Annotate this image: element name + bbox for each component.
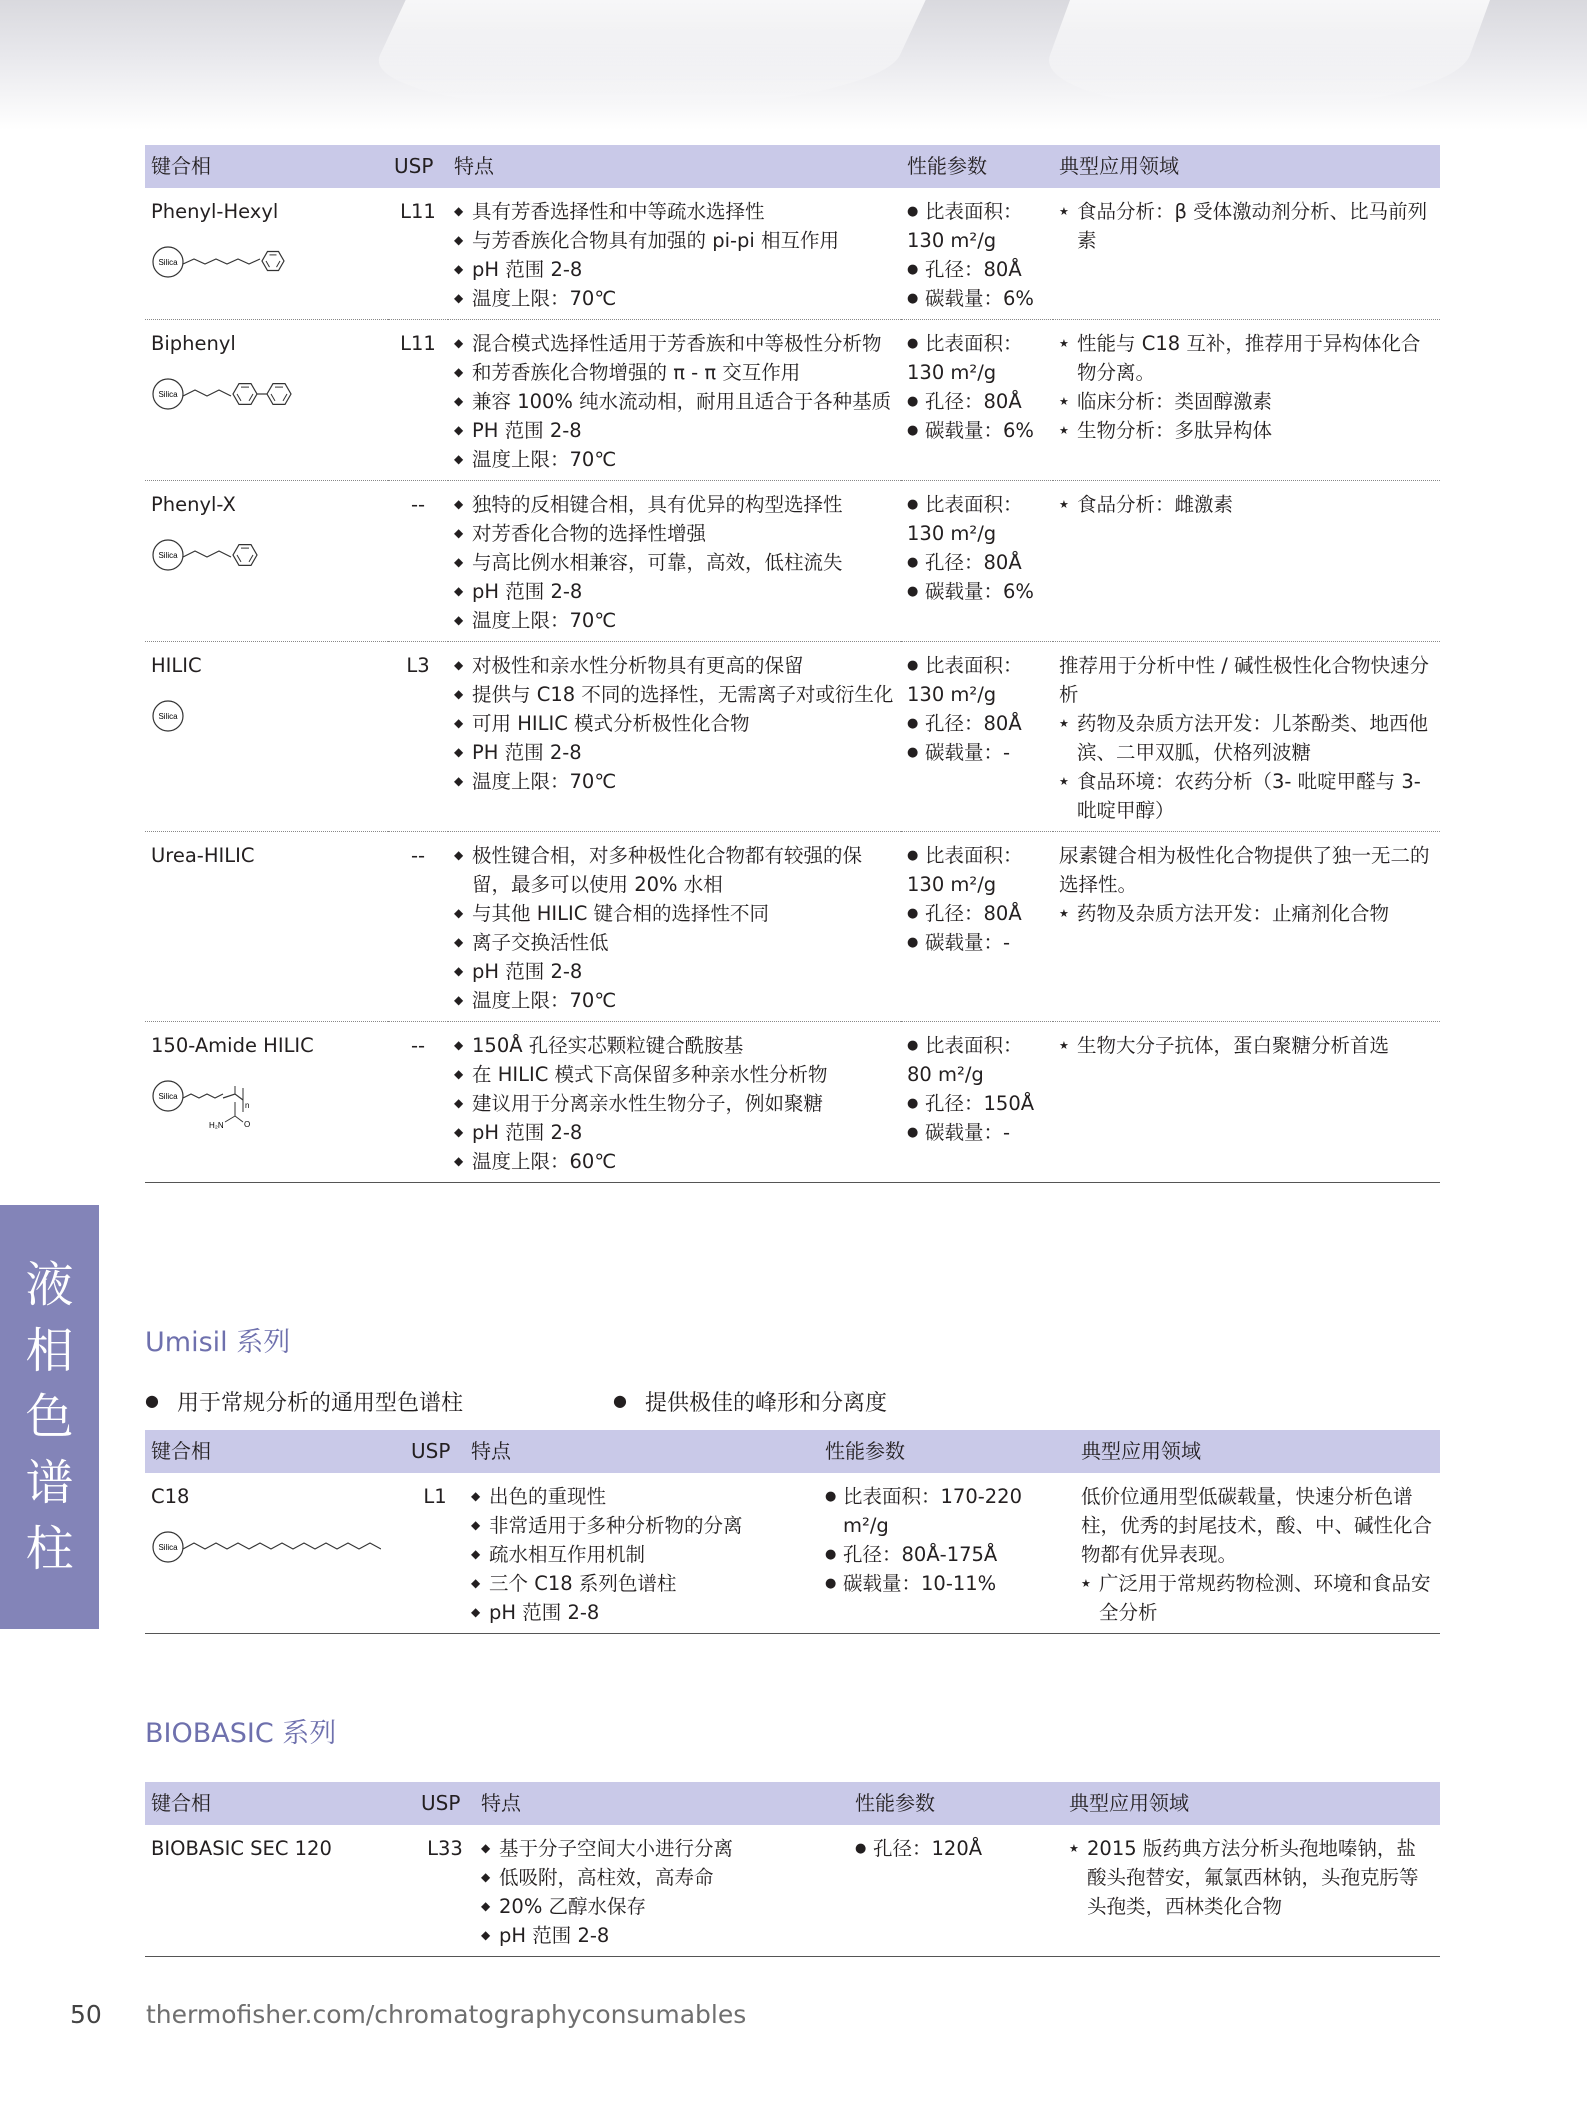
- header-sheen: [1030, 0, 1490, 110]
- phase-cell: [145, 188, 388, 320]
- list-item: ★ 药物及杂质方法开发：止痛剂化合物: [1059, 899, 1434, 928]
- svg-text:Silica: Silica: [158, 390, 178, 399]
- usp-code: L3: [388, 642, 448, 832]
- list-item: ● 碳载量：-: [907, 1118, 1047, 1147]
- list-item: ● 比表面积：: [907, 490, 1047, 519]
- list-item: ★ 性能与 C18 互补，推荐用于异构体化合物分离。: [1059, 329, 1434, 387]
- highlight-item: ● 用于常规分析的通用型色谱柱: [145, 1386, 613, 1417]
- phase-name: C18: [151, 1485, 190, 1508]
- side-tab-char: 色: [25, 1389, 74, 1445]
- phase-cell: [145, 1825, 415, 1957]
- apps-cell: [1053, 642, 1440, 832]
- apps-cell: [1063, 1825, 1440, 1957]
- table-row: [145, 1473, 1440, 1634]
- list-item: ★ 生物大分子抗体，蛋白聚糖分析首选: [1059, 1031, 1434, 1060]
- features-cell: [448, 642, 901, 832]
- list-item: 130 m²/g: [907, 522, 997, 545]
- list-item: ◆ pH 范围 2-8: [454, 255, 895, 284]
- molecule-structure-icon: [151, 1074, 351, 1134]
- list-item: 130 m²/g: [907, 683, 997, 706]
- list-item: ◆ 20% 乙醇水保存: [481, 1892, 843, 1921]
- table-row: [145, 1022, 1440, 1183]
- header-apps: 典型应用领域: [1075, 1430, 1440, 1473]
- features-cell: [475, 1825, 849, 1957]
- table-row: [145, 188, 1440, 320]
- app-intro: 推荐用于分析中性 / 碱性极性化合物快速分析: [1059, 654, 1429, 706]
- header-features: 特点: [475, 1782, 849, 1825]
- list-item: ◆ 独特的反相键合相，具有优异的构型选择性: [454, 490, 895, 519]
- list-item: ◆ 极性键合相，对多种极性化合物都有较强的保留，最多可以使用 20% 水相: [454, 841, 895, 899]
- list-item: ★ 药物及杂质方法开发：儿茶酚类、地西他滨、二甲双胍，伏格列波糖: [1059, 709, 1434, 767]
- phase-cell: [145, 481, 388, 642]
- svg-text:H₂N: H₂N: [209, 1121, 224, 1130]
- params-cell: [849, 1825, 1063, 1957]
- phase-name: Urea-HILIC: [151, 844, 255, 867]
- list-item: ◆ 离子交换活性低: [454, 928, 895, 957]
- umisil-table: [145, 1430, 1440, 1634]
- params-cell: [901, 1022, 1053, 1183]
- list-item: ● 碳载量：6%: [907, 577, 1047, 606]
- list-item: 130 m²/g: [907, 229, 997, 252]
- svg-text:O: O: [244, 1120, 251, 1129]
- header-sheen: [354, 0, 925, 110]
- list-item: ◆ 具有芳香选择性和中等疏水选择性: [454, 197, 895, 226]
- highlight-item: ● 提供极佳的峰形和分离度: [613, 1386, 887, 1417]
- bonded-phase-table: [145, 145, 1440, 1183]
- list-item: ● 比表面积：: [907, 841, 1047, 870]
- features-cell: [448, 188, 901, 320]
- list-item: ◆ 出色的重现性: [471, 1482, 813, 1511]
- list-item: ◆ 对芳香化合物的选择性增强: [454, 519, 895, 548]
- list-item: ◆ 兼容 100% 纯水流动相，耐用且适合于各种基质: [454, 387, 895, 416]
- list-item: ● 碳载量：-: [907, 928, 1047, 957]
- list-item: ● 比表面积：: [907, 197, 1047, 226]
- list-item: ◆ 温度上限：70℃: [454, 767, 895, 796]
- list-item: ● 比表面积：: [907, 651, 1047, 680]
- header-features: 特点: [465, 1430, 819, 1473]
- molecule-structure-icon: [151, 1525, 381, 1569]
- side-tab-char: 柱: [25, 1521, 74, 1577]
- list-item: ◆ 建议用于分离亲水性生物分子，例如聚糖: [454, 1089, 895, 1118]
- features-cell: [448, 481, 901, 642]
- list-item: ◆ 与芳香族化合物具有加强的 pi-pi 相互作用: [454, 226, 895, 255]
- list-item: ★ 食品分析：β 受体激动剂分析、比马前列素: [1059, 197, 1434, 255]
- phase-name: Phenyl-X: [151, 493, 236, 516]
- list-item: ● 孔径：80Å: [907, 899, 1047, 928]
- apps-cell: [1053, 320, 1440, 481]
- table-header-row: [145, 1782, 1440, 1825]
- header-phase: 键合相: [145, 1430, 405, 1473]
- svg-text:Silica: Silica: [158, 1543, 178, 1552]
- list-item: ● 碳载量：-: [907, 738, 1047, 767]
- params-cell: [901, 642, 1053, 832]
- list-item: ● 碳载量：6%: [907, 284, 1047, 313]
- svg-text:Silica: Silica: [158, 712, 178, 721]
- list-item: ● 孔径：150Å: [907, 1089, 1047, 1118]
- svg-text:n: n: [245, 1101, 250, 1110]
- list-item: 130 m²/g: [907, 873, 997, 896]
- phase-cell: [145, 320, 388, 481]
- header-usp: USP: [415, 1782, 475, 1825]
- list-item: ● 孔径：80Å: [907, 387, 1047, 416]
- list-item: ◆ pH 范围 2-8: [454, 1118, 895, 1147]
- apps-cell: [1053, 188, 1440, 320]
- phase-name: Biphenyl: [151, 332, 236, 355]
- list-item: ● 孔径：80Å: [907, 709, 1047, 738]
- header-phase: 键合相: [145, 145, 388, 188]
- params-cell: [901, 832, 1053, 1022]
- header-usp: USP: [405, 1430, 465, 1473]
- molecule-structure-icon: [151, 533, 351, 577]
- list-item: ◆ PH 范围 2-8: [454, 738, 895, 767]
- list-item: 130 m²/g: [907, 361, 997, 384]
- phase-cell: [145, 1473, 405, 1634]
- list-item: ★ 食品环境：农药分析（3- 吡啶甲醛与 3- 吡啶甲醇）: [1059, 767, 1434, 825]
- list-item: ◆ pH 范围 2-8: [454, 957, 895, 986]
- list-item: ◆ 温度上限：70℃: [454, 606, 895, 635]
- list-item: ◆ 疏水相互作用机制: [471, 1540, 813, 1569]
- apps-cell: [1053, 832, 1440, 1022]
- list-item: ◆ 与高比例水相兼容，可靠，高效，低柱流失: [454, 548, 895, 577]
- table-header-row: [145, 1430, 1440, 1473]
- table-row: [145, 642, 1440, 832]
- list-item: ◆ 非常适用于多种分析物的分离: [471, 1511, 813, 1540]
- molecule-structure-icon: [151, 372, 351, 416]
- app-intro: 低价位通用型低碳载量，快速分析色谱柱，优秀的封尾技术，酸、中、碱性化合物都有优异表现。: [1081, 1485, 1433, 1566]
- list-item: ◆ PH 范围 2-8: [454, 416, 895, 445]
- svg-text:Silica: Silica: [158, 258, 178, 267]
- features-cell: [465, 1473, 819, 1634]
- list-item: ★ 生物分析：多肽异构体: [1059, 416, 1434, 445]
- list-item: ◆ 温度上限：60℃: [454, 1147, 895, 1176]
- list-item: ● 比表面积：: [907, 1031, 1047, 1060]
- list-item: ◆ 三个 C18 系列色谱柱: [471, 1569, 813, 1598]
- list-item: ● 比表面积：: [907, 329, 1047, 358]
- list-item: ◆ pH 范围 2-8: [471, 1598, 813, 1627]
- usp-code: L11: [388, 320, 448, 481]
- list-item: ★ 广泛用于常规药物检测、环境和食品安全分析: [1081, 1569, 1434, 1627]
- list-item: ◆ pH 范围 2-8: [481, 1921, 843, 1950]
- biobasic-table: [145, 1782, 1440, 1957]
- list-item: ● 碳载量：10-11%: [825, 1569, 1069, 1598]
- list-item: ◆ 和芳香族化合物增强的 π - π 交互作用: [454, 358, 895, 387]
- table-row: [145, 481, 1440, 642]
- list-item: ◆ 可用 HILIC 模式分析极性化合物: [454, 709, 895, 738]
- header-apps: 典型应用领域: [1053, 145, 1440, 188]
- table-row: [145, 832, 1440, 1022]
- phase-name: HILIC: [151, 654, 202, 677]
- list-item: ● 孔径：120Å: [855, 1834, 1057, 1863]
- list-item: ● 孔径：80Å: [907, 548, 1047, 577]
- usp-code: --: [388, 481, 448, 642]
- list-item: ◆ 基于分子空间大小进行分离: [481, 1834, 843, 1863]
- side-tab-char: 液: [25, 1257, 74, 1313]
- params-cell: [819, 1473, 1075, 1634]
- chapter-side-tab: [0, 1205, 99, 1629]
- molecule-structure-icon: [151, 694, 351, 738]
- usp-code: L11: [388, 188, 448, 320]
- list-item: ◆ 与其他 HILIC 键合相的选择性不同: [454, 899, 895, 928]
- header-phase: 键合相: [145, 1782, 415, 1825]
- features-cell: [448, 1022, 901, 1183]
- side-tab-char: 谱: [25, 1455, 74, 1511]
- list-item: ● 碳载量：6%: [907, 416, 1047, 445]
- app-intro: 尿素键合相为极性化合物提供了独一无二的选择性。: [1059, 844, 1430, 896]
- svg-text:Silica: Silica: [158, 1092, 178, 1101]
- umisil-section-title: Umisil 系列: [145, 1327, 291, 1358]
- umisil-highlights: [145, 1386, 887, 1417]
- apps-cell: [1053, 481, 1440, 642]
- table-row: [145, 320, 1440, 481]
- list-item: ★ 2015 版药典方法分析头孢地嗪钠，盐酸头孢替安，氟氯西林钠，头孢克肟等头孢类，西林类化合物: [1069, 1834, 1434, 1921]
- usp-code: L1: [405, 1473, 465, 1634]
- list-item: ◆ 温度上限：70℃: [454, 284, 895, 313]
- list-item: ◆ 低吸附，高柱效，高寿命: [481, 1863, 843, 1892]
- list-item: ● 比表面积：170-220 m²/g: [825, 1482, 1069, 1540]
- header-decoration: [0, 0, 1587, 130]
- phase-cell: [145, 1022, 388, 1183]
- phase-name: 150-Amide HILIC: [151, 1034, 314, 1057]
- list-item: ★ 食品分析：雌激素: [1059, 490, 1434, 519]
- apps-cell: [1075, 1473, 1440, 1634]
- table-row: [145, 1825, 1440, 1957]
- list-item: ● 孔径：80Å: [907, 255, 1047, 284]
- phase-cell: [145, 642, 388, 832]
- page-number: 50: [70, 2000, 102, 2029]
- features-cell: [448, 320, 901, 481]
- footer-url: thermofisher.com/chromatographyconsumables: [146, 2000, 747, 2029]
- header-params: 性能参数: [849, 1782, 1063, 1825]
- phase-cell: [145, 832, 388, 1022]
- header-usp: USP: [388, 145, 448, 188]
- list-item: ◆ 提供与 C18 不同的选择性，无需离子对或衍生化: [454, 680, 895, 709]
- usp-code: --: [388, 1022, 448, 1183]
- header-params: 性能参数: [901, 145, 1053, 188]
- list-item: ◆ 温度上限：70℃: [454, 986, 895, 1015]
- params-cell: [901, 188, 1053, 320]
- phase-name: Phenyl-Hexyl: [151, 200, 279, 223]
- molecule-structure-icon: [151, 240, 351, 284]
- phase-name: BIOBASIC SEC 120: [151, 1837, 332, 1860]
- list-item: ◆ pH 范围 2-8: [454, 577, 895, 606]
- table-header-row: [145, 145, 1440, 188]
- params-cell: [901, 481, 1053, 642]
- list-item: ◆ 混合模式选择性适用于芳香族和中等极性分析物: [454, 329, 895, 358]
- list-item: 80 m²/g: [907, 1063, 984, 1086]
- list-item: ● 孔径：80Å-175Å: [825, 1540, 1069, 1569]
- usp-code: L33: [415, 1825, 475, 1957]
- header-apps: 典型应用领域: [1063, 1782, 1440, 1825]
- list-item: ◆ 对极性和亲水性分析物具有更高的保留: [454, 651, 895, 680]
- list-item: ★ 临床分析：类固醇激素: [1059, 387, 1434, 416]
- biobasic-section-title: BIOBASIC 系列: [145, 1718, 337, 1749]
- features-cell: [448, 832, 901, 1022]
- apps-cell: [1053, 1022, 1440, 1183]
- list-item: ◆ 150Å 孔径实芯颗粒键合酰胺基: [454, 1031, 895, 1060]
- list-item: ◆ 在 HILIC 模式下高保留多种亲水性分析物: [454, 1060, 895, 1089]
- header-params: 性能参数: [819, 1430, 1075, 1473]
- svg-text:Silica: Silica: [158, 551, 178, 560]
- usp-code: --: [388, 832, 448, 1022]
- side-tab-char: 相: [25, 1323, 74, 1379]
- list-item: ◆ 温度上限：70℃: [454, 445, 895, 474]
- header-features: 特点: [448, 145, 901, 188]
- params-cell: [901, 320, 1053, 481]
